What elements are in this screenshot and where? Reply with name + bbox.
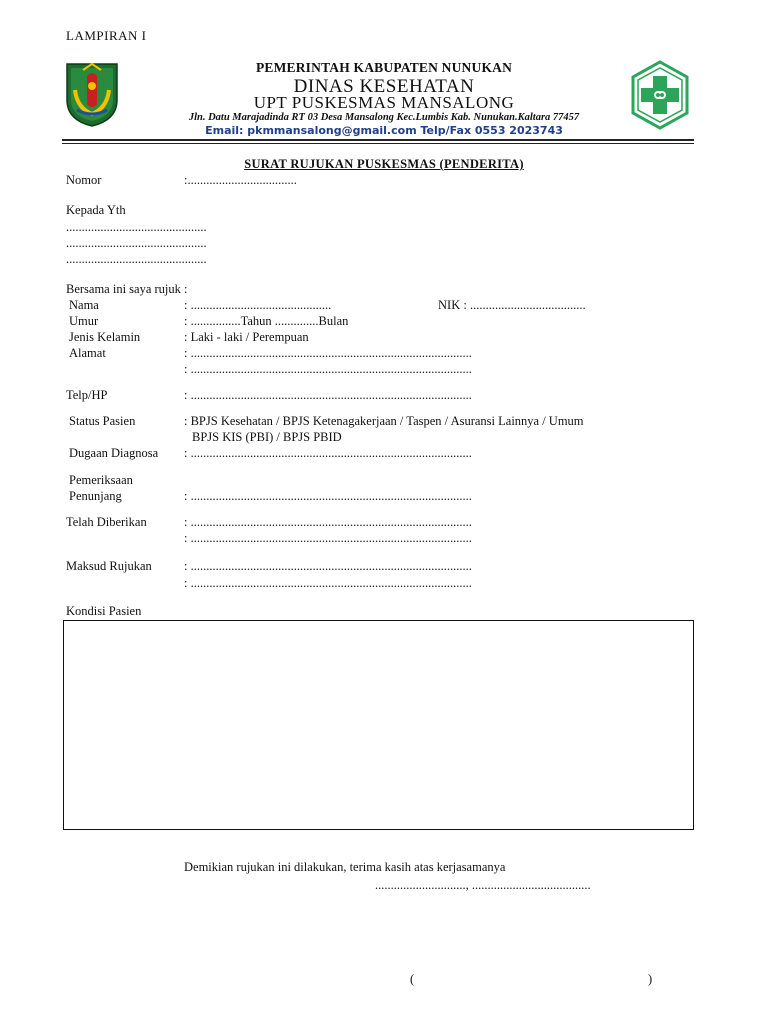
gender-label: Jenis Kelamin: [69, 330, 141, 344]
recipient-label: Kepada Yth: [66, 203, 126, 217]
document-title: SURAT RUJUKAN PUSKESMAS (PENDERITA): [244, 157, 524, 171]
referral-intro: Bersama ini saya rujuk :: [66, 282, 188, 296]
status-options[interactable]: : BPJS Kesehatan / BPJS Ketenagakerjaan / Taspen / Asuransi Lainnya / Umum: [184, 414, 584, 428]
penunjang-field[interactable]: : ..........................................................................................: [184, 489, 472, 503]
nama-field[interactable]: : .............................................: [184, 298, 332, 312]
kondisi-box[interactable]: [63, 620, 694, 830]
closing-text: Demikian rujukan ini dilakukan, terima kasih atas kerjasamanya: [184, 860, 506, 874]
diagnosa-field[interactable]: : ..........................................................................................: [184, 446, 472, 460]
alamat-line-1[interactable]: : ..........................................................................................: [184, 346, 472, 360]
government-heading: PEMERINTAH KABUPATEN NUNUKAN: [255, 60, 513, 75]
pemeriksaan-label: Pemeriksaan: [69, 473, 133, 487]
address-line: Jln. Datu Marajadinda RT 03 Desa Mansalong Kec.Lumbis Kab. Nunukan.Kaltara 77457: [188, 112, 580, 123]
telp-label: Telp/HP: [66, 388, 108, 402]
nama-label: Nama: [69, 298, 99, 312]
kondisi-label: Kondisi Pasien: [66, 604, 142, 618]
unit-heading: UPT PUSKESMAS MANSALONG: [253, 93, 515, 112]
signature-open-paren: (: [410, 972, 415, 986]
status-options-cont[interactable]: BPJS KIS (PBI) / BPJS PBID: [192, 430, 342, 444]
recipient-line-2[interactable]: .............................................: [66, 236, 207, 250]
header-rule-thin: [62, 143, 694, 144]
nomor-field[interactable]: :...................................: [184, 173, 297, 187]
signature-close-paren: ): [648, 972, 653, 986]
alamat-line-2[interactable]: : ..........................................................................................: [184, 362, 472, 376]
telp-field[interactable]: : ..........................................................................................: [184, 388, 472, 402]
place-date-field[interactable]: ............................., ......................................: [375, 878, 591, 892]
diagnosa-label: Dugaan Diagnosa: [69, 446, 159, 460]
gender-field[interactable]: : Laki - laki / Perempuan: [184, 330, 309, 344]
penunjang-label: Penunjang: [69, 489, 122, 503]
umur-field[interactable]: : ................Tahun ..............Bulan: [184, 314, 349, 328]
attachment-label: LAMPIRAN I: [66, 28, 147, 43]
umur-label: Umur: [69, 314, 99, 328]
puskesmas-cross-icon: [630, 60, 690, 130]
diberikan-line-2[interactable]: : ..........................................................................................: [184, 531, 472, 545]
header-rule-thick: [62, 139, 694, 141]
recipient-line-1[interactable]: .............................................: [66, 220, 207, 234]
maksud-label: Maksud Rujukan: [66, 559, 152, 573]
diberikan-line-1[interactable]: : ..........................................................................................: [184, 515, 472, 529]
status-label: Status Pasien: [69, 414, 136, 428]
maksud-line-1[interactable]: : ..........................................................................................: [184, 559, 472, 573]
nik-field[interactable]: NIK : .....................................: [438, 298, 586, 312]
alamat-label: Alamat: [69, 346, 106, 360]
department-heading: DINAS KESEHATAN: [293, 76, 475, 97]
recipient-line-3[interactable]: .............................................: [66, 252, 207, 266]
maksud-line-2[interactable]: : ..........................................................................................: [184, 576, 472, 590]
contact-line: Email: pkmmansalong@gmail.com Telp/Fax 0553 2023743: [205, 124, 563, 137]
diberikan-label: Telah Diberikan: [66, 515, 147, 529]
nomor-label: Nomor: [66, 173, 102, 187]
